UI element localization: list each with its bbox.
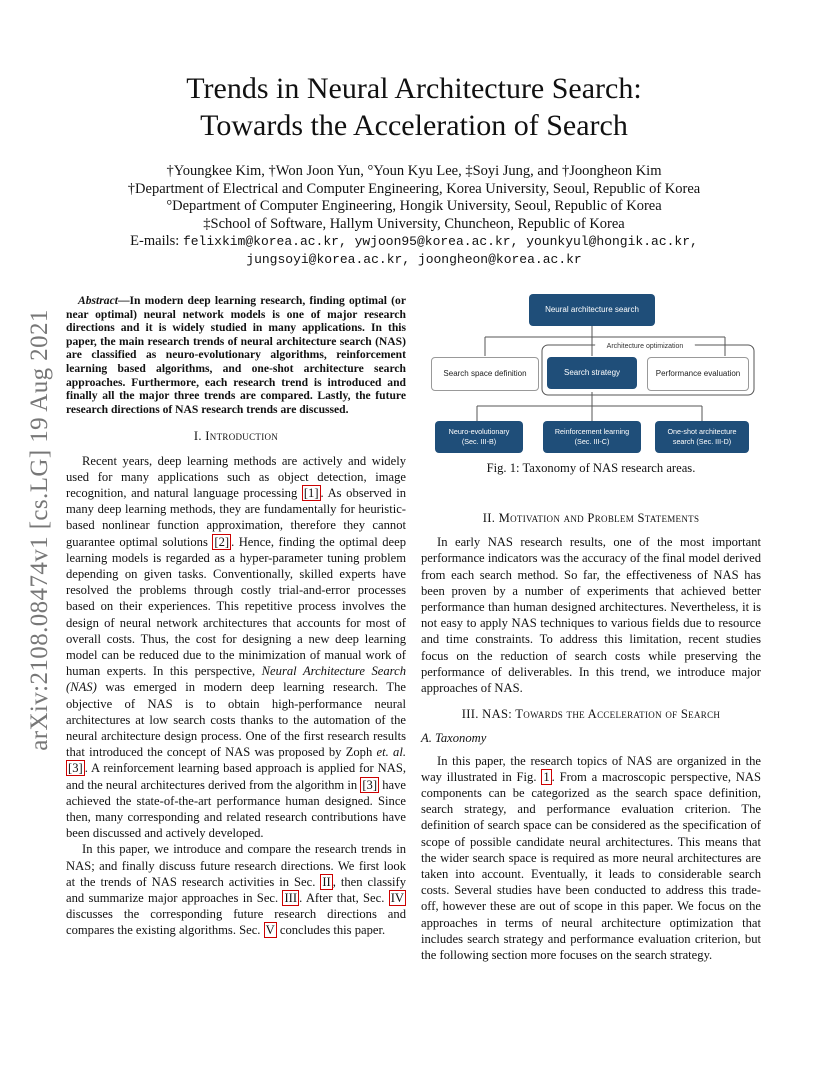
emails xyxy=(0,233,828,251)
emails-line-2: jungsoyi@korea.ac.kr, joongheon@korea.ac.kr xyxy=(246,251,582,267)
intro-paragraph-1: Recent years, deep learning methods are actively and widely used for many applications such as object detection, image recognition, and natural language processing [1] . As observed in many deep learning methods, they are fundamentally for heuristic-based nonlinear function approximation, therefore they cannot guarantee optimal solutions [2] . Hence, finding the optimal deep learning models is regarded as a hyper-parameter tuning problem depending on given tasks. Conventionally, skilled experts have resolved the problems through costly trial-and-error processes based on their experiences. This repetitive process involves the design of neural network architectures that accounts for most of overall costs. Thus, the cost for designing a new deep learning model can be reduced due to the minimization of manual work of human experts. In this perspective, Neural Architecture Search (NAS) was emerged in modern deep learning research. The objective of NAS is to obtain high-performance neural architectures at low search costs thanks to the automation of the neural architecture design process. One of the first research results that introduced the concept of NAS was proposed by Zoph et. al. [3] . A reinforcement learning based approach is applied for NAS, and the neural architectures derived from the algorithm in [3] have achieved the state-of-the-art performance human designed. Since then, many corresponding and related research contributions have been discussed and actively developed. xyxy=(66,453,407,841)
author-block xyxy=(0,163,828,269)
taxonomy-paragraph: In this paper, the research topics of NAS are organized in the way illustrated in Fig. 1 . From a macroscopic perspective, NAS components can be categorized as the search space definition, search strategy, and performance evaluation criterion. The definition of search space can be considered as the specification of scope of possible candidate neural architectures. This means that the wider search space is required as more neural architectures are taken into account. Eventually, it leads to considerable search costs. Several studies have been conducted to address this trade-off, however these are out of scope in this paper. We focus on the approaches in terms of neural architecture optimization that includes search strategy and performance evaluation criterion, but the following section more focuses on the search strategy. xyxy=(421,753,761,963)
abstract xyxy=(66,294,406,416)
node-neural-architecture-search: Neural architecture search xyxy=(529,294,655,326)
paper-title xyxy=(0,70,828,144)
node-neuro-evolutionary: Neuro-evolutionary (Sec. III-B) xyxy=(435,421,523,453)
title-line-1: Trends in Neural Architecture Search: xyxy=(186,72,642,105)
node-reinforcement-learning: Reinforcement learning (Sec. III-C) xyxy=(543,421,641,453)
section-link[interactable]: IV xyxy=(390,891,404,906)
title-line-2: Towards the Acceleration of Search xyxy=(200,109,628,142)
emails-line-1: felixkim@korea.ac.kr, ywjoon95@korea.ac.kr, younkyul@hongik.ac.kr, xyxy=(182,234,698,250)
subsection-heading-taxonomy: A. Taxonomy xyxy=(421,731,487,746)
author-names: †Youngkee Kim, †Won Joon Yun, °Youn Kyu Lee, ‡Soyi Jung, and †Joongheon Kim xyxy=(166,163,662,179)
affiliation-2: °Department of Computer Engineering, Hongik University, Seoul, Republic of Korea xyxy=(166,198,662,215)
emails-label: E-mails: xyxy=(130,233,180,250)
section-link[interactable]: II xyxy=(322,874,331,889)
taxonomy-figure xyxy=(425,290,765,455)
citation-link[interactable]: [3] xyxy=(362,777,378,792)
figure-caption: Fig. 1: Taxonomy of NAS research areas. xyxy=(486,461,696,475)
abstract-text: —In modern deep learning research, finding optimal (or near optimal) neural network models is one of major research directions and it is widely studied in many applications. In this paper, the main research trends of neural architecture search (NAS) are classified as neuro-evolutionary algorithms, reinforcement learning based algorithms, and one-shot architecture search approaches. Furthermore, each research trend is introduced and finally all the major three trends are compared. Lastly, the future research directions of NAS research trends are discussed. xyxy=(66,294,406,416)
abstract-label: Abstract xyxy=(78,294,118,307)
citation-link[interactable]: [3] xyxy=(68,761,83,776)
node-search-strategy: Search strategy xyxy=(547,357,637,389)
left-column xyxy=(66,294,406,939)
right-column xyxy=(421,504,761,963)
affiliation-1: †Department of Electrical and Computer Engineering, Korea University, Seoul, Republic of Korea xyxy=(127,180,701,197)
intro-paragraph-2: In this paper, we introduce and compare the research trends in NAS; and finally discuss future research directions. We first look at the trends of NAS research activities in Sec. II , then classify and summarize major approaches in Sec. III . After that, Sec. IV discusses the corresponding future research directions and compares the existing algorithms. Sec. V concludes this paper. xyxy=(66,842,406,938)
section-heading-nas: III. NAS: Towards the Acceleration of Search xyxy=(461,707,721,722)
node-one-shot-search: One-shot architecture search (Sec. III-D) xyxy=(655,421,749,453)
arxiv-identifier: arXiv:2108.08474v1 [cs.LG] 19 Aug 2021 xyxy=(26,309,53,751)
motivation-paragraph: In early NAS research results, one of the most important performance indicators was the accuracy of the final model derived from each search method. So far, the effectiveness of NAS has been proven by a number of experiments that achieved better performance than human designed architectures. Nevertheless, it is not easy to apply NAS techniques to various fields due to resource and time constraints. To address this limitation, recent studies focus on the reduction of search costs while preserving the performance of deliverables. In this trend, we introduce major approaches of NAS. xyxy=(421,535,761,696)
node-performance-evaluation: Performance evaluation xyxy=(647,357,749,391)
section-heading-introduction: I. Introduction xyxy=(193,429,279,444)
label-architecture-optimization: Architecture optimization xyxy=(595,342,695,352)
section-link[interactable]: III xyxy=(284,891,298,906)
citation-link[interactable]: [2] xyxy=(214,534,230,549)
section-heading-motivation: II. Motivation and Problem Statements xyxy=(482,511,700,525)
figure-link[interactable]: 1 xyxy=(543,769,550,784)
citation-link[interactable]: [1] xyxy=(303,485,319,500)
node-search-space-definition: Search space definition xyxy=(431,357,539,391)
affiliation-3: ‡School of Software, Hallym University, Chuncheon, Republic of Korea xyxy=(203,215,625,232)
section-link[interactable]: V xyxy=(265,923,275,938)
